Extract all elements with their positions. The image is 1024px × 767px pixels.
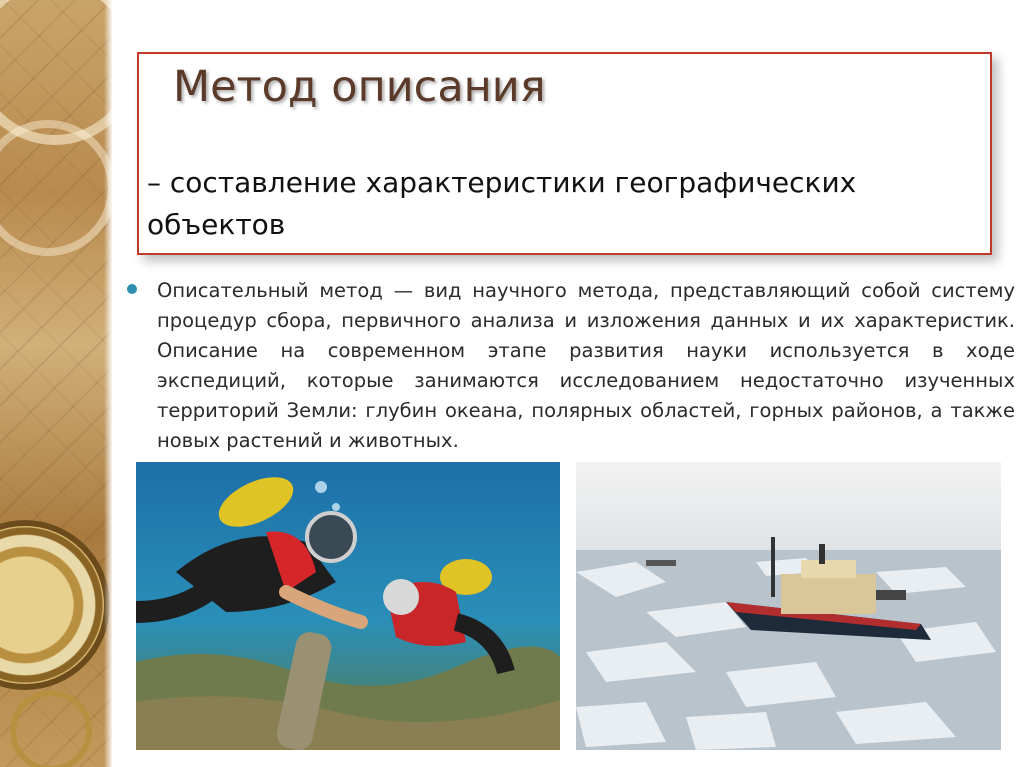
decorative-ring <box>0 120 112 256</box>
slide-title: Метод описания <box>173 62 546 112</box>
compass-ring-icon <box>10 690 92 767</box>
strip-fade-edge <box>104 0 112 767</box>
icebreaker-photo <box>576 462 1001 750</box>
divers-photo <box>136 462 560 750</box>
slide-subtitle: – составление характеристики географических объектов <box>147 166 857 241</box>
title-box <box>137 52 992 255</box>
bullet-icon <box>127 284 137 294</box>
body-paragraph: Описательный метод — вид научного метода, представляющий собой систему процедур сбора, первичного анализа и изложения данных и их характеристик. Описание на современном этапе развития науки используется в ходе экспедиций, которые занимаются исследованием недостаточно изученных территорий Земли: глубин океана, полярных областей, горных районов, а также новых растений и животных. <box>157 279 1015 452</box>
divers-photo-illustration <box>136 462 560 750</box>
icebreaker-photo-illustration <box>576 462 1001 750</box>
decorative-map-strip <box>0 0 112 767</box>
